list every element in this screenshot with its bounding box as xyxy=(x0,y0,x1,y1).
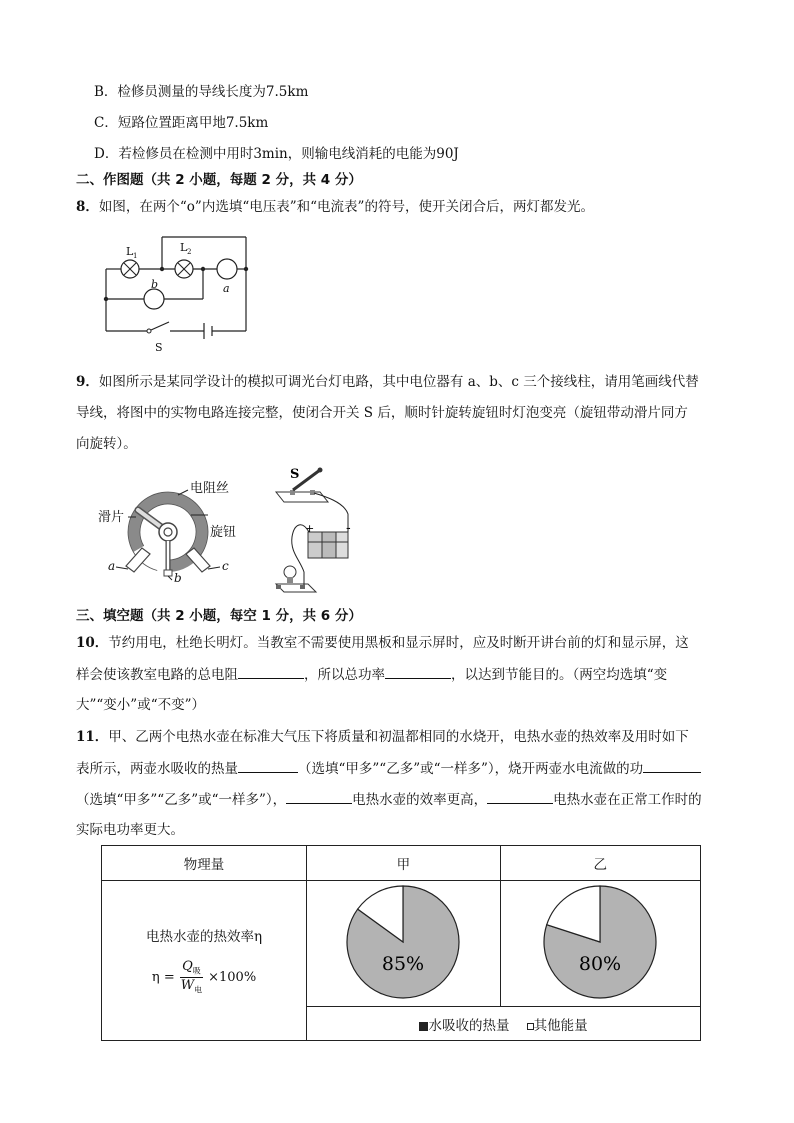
formula-q-sub: 吸 xyxy=(192,967,201,976)
text: （选填“甲多”“乙多”或“一样多”），烧开两壶水电流做的功 xyxy=(298,761,644,777)
label-l2: L xyxy=(180,241,188,254)
section-title-fill: 三、填空题（共 2 小题，每空 1 分，共 6 分） xyxy=(76,608,362,624)
formula-q: Q xyxy=(182,959,193,975)
text: （选填“甲多”“乙多”或“一样多”）， xyxy=(76,792,287,808)
text: 表所示，两壶水吸收的热量 xyxy=(76,761,238,777)
pie-label-yi: 80% xyxy=(579,952,622,975)
question-8 xyxy=(76,197,594,217)
label-resistor-wire: 电阻丝 xyxy=(190,481,230,496)
question-11-line2 xyxy=(76,758,701,779)
label-s: S xyxy=(155,341,163,354)
answer-blank-power[interactable] xyxy=(385,664,451,679)
question-text: 节约用电，杜绝长明灯。当教室不需要使用黑板和显示屏时，应及时断开讲台前的灯和显示屏，这 xyxy=(108,635,689,651)
option-b: B．检修员测量的导线长度为7.5km xyxy=(94,84,309,100)
efficiency-formula xyxy=(152,959,256,995)
text: 电热水壶的效率更高， xyxy=(352,792,488,808)
option-c: C．短路位置距离甲地7.5km xyxy=(94,115,269,131)
pie-chart-yi xyxy=(540,882,660,1002)
question-number: 11． xyxy=(76,729,109,745)
label-b: b xyxy=(151,278,159,291)
table-header-jia: 甲 xyxy=(307,846,500,881)
label-plus: + xyxy=(305,522,315,535)
question-10-line3: 大”“变小”或“不变”） xyxy=(76,697,206,713)
option-d: D．若检修员在检测中用时3min，则输电线消耗的电能为90J xyxy=(94,146,459,162)
question-9-line1 xyxy=(76,372,699,392)
question-text: 甲、乙两个电热水壶在标准大气压下将质量和初温都相同的水烧开，电热水壶的热效率及用时如下 xyxy=(108,729,689,745)
meter-a-circle xyxy=(217,259,237,279)
efficiency-table xyxy=(101,845,701,1041)
formula-w: W xyxy=(180,978,195,993)
lamp-l1-icon xyxy=(121,260,139,278)
text: ，以达到节能目的。（两空均选填“变 xyxy=(451,667,668,683)
answer-blank-heat[interactable] xyxy=(238,758,298,773)
switch-icon xyxy=(276,468,328,503)
formula-eta: η = xyxy=(151,970,175,985)
text: 电热水壶在正常工作时的 xyxy=(553,792,702,808)
label-switch-s: S xyxy=(290,467,300,482)
text: ，所以总功率 xyxy=(304,667,385,683)
question-9-line2: 导线，将图中的实物电路连接完整，使闭合开关 S 后，顺时针旋转旋钮时灯泡变亮（旋钮带动滑片同方 xyxy=(76,405,688,421)
table-header-quantity: 物理量 xyxy=(102,846,307,881)
table-header-yi: 乙 xyxy=(500,846,700,881)
formula-w-sub: 电 xyxy=(194,985,203,995)
question-number: 10． xyxy=(76,635,109,651)
question-text: 如图所示是某同学设计的模拟可调光台灯电路，其中电位器有 a、b、c 三个接线柱，请用笔画线代替 xyxy=(98,374,699,390)
label-minus: - xyxy=(346,521,351,536)
answer-blank-work[interactable] xyxy=(643,758,701,773)
label-knob: 旋钮 xyxy=(210,525,237,540)
answer-blank-power-larger[interactable] xyxy=(487,789,553,804)
row-label: 电热水壶的热效率η xyxy=(146,929,263,946)
meter-b-circle xyxy=(144,289,164,309)
pie-label-jia: 85% xyxy=(382,952,425,975)
section-title-drawing: 二、作图题（共 2 小题，每题 2 分，共 4 分） xyxy=(76,172,362,188)
question-number: 8． xyxy=(76,199,99,215)
label-l1-sub: 1 xyxy=(133,252,138,260)
physical-circuit-diagram xyxy=(262,462,362,597)
question-10-line1 xyxy=(76,633,689,653)
pie-chart-jia xyxy=(343,882,463,1002)
lamp-l2-icon xyxy=(175,260,193,278)
table-cell-pie-yi xyxy=(500,881,700,1007)
table-cell-pie-jia xyxy=(307,881,500,1007)
label-slider: 滑片 xyxy=(98,510,125,525)
bulb-icon xyxy=(276,566,316,592)
label-terminal-c: c xyxy=(222,559,229,573)
answer-blank-resistance[interactable] xyxy=(238,664,304,679)
formula-tail: ×100% xyxy=(208,970,257,985)
label-terminal-b: b xyxy=(174,571,182,585)
answer-blank-efficiency[interactable] xyxy=(286,789,352,804)
question-10-line2 xyxy=(76,664,667,685)
label-terminal-a: a xyxy=(108,559,116,573)
question-11-line3 xyxy=(76,789,702,810)
question-number: 9． xyxy=(76,374,99,390)
label-l1: L xyxy=(126,245,134,258)
legend-other-swatch xyxy=(527,1023,534,1030)
question-11-line4: 实际电功率更大。 xyxy=(76,822,184,838)
potentiometer-diagram xyxy=(98,470,258,585)
text: 样会使该教室电路的总电阻 xyxy=(76,667,238,683)
question-9-line3: 向旋转）。 xyxy=(76,436,137,452)
label-a: a xyxy=(223,282,230,295)
table-cell-efficiency xyxy=(102,881,307,1041)
question-text: 如图，在两个“o”内选填“电压表”和“电流表”的符号，使开关闭合后，两灯都发光。 xyxy=(98,199,594,215)
label-l2-sub: 2 xyxy=(187,248,192,256)
legend-absorbed: 水吸收的热量 xyxy=(428,1017,510,1034)
battery-icon xyxy=(308,532,348,558)
legend-other: 其他能量 xyxy=(533,1017,588,1034)
legend-cell xyxy=(307,1007,701,1041)
question-11-line1 xyxy=(76,727,689,747)
circuit-diagram-q8 xyxy=(98,233,258,358)
